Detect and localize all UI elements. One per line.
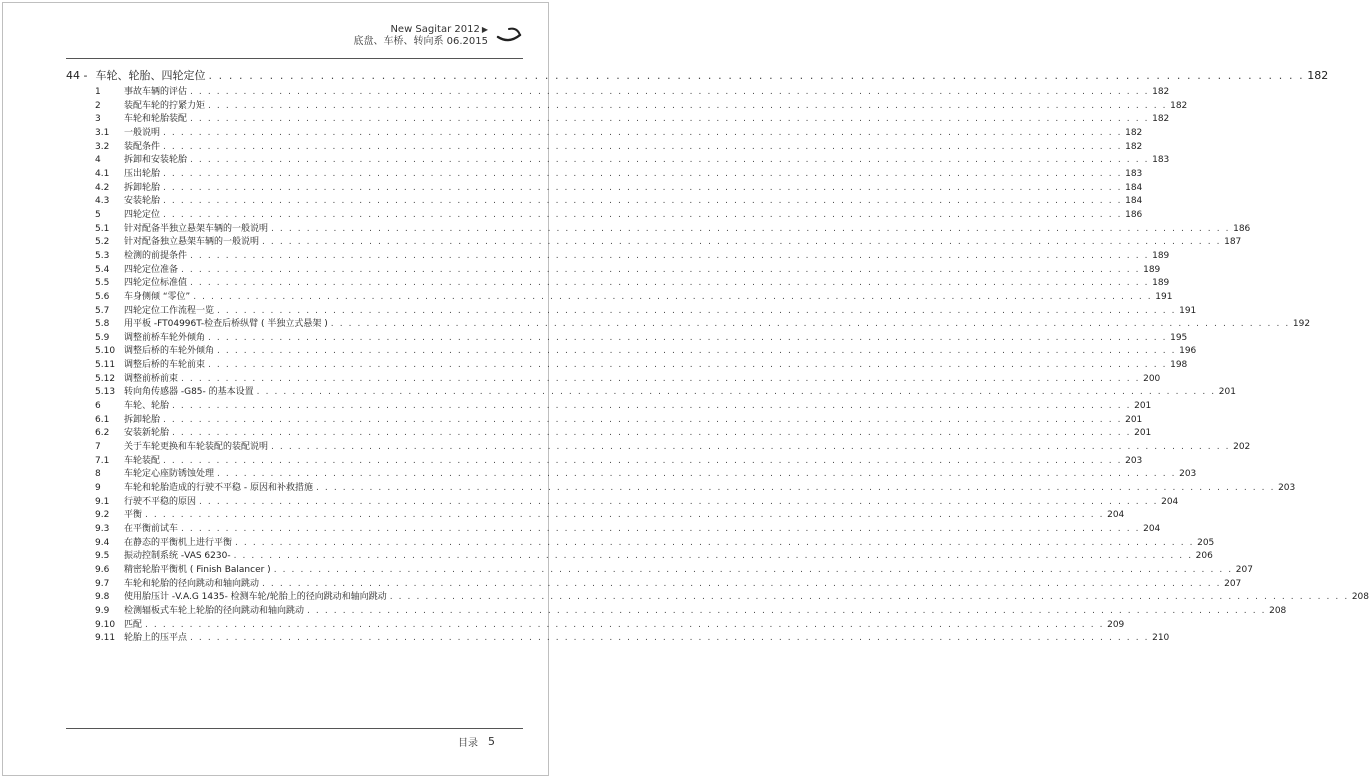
toc-entry-title: 四轮定位标准值 <box>124 278 188 289</box>
dot-leader <box>181 373 1140 387</box>
toc-entry-page: 189 <box>1143 264 1161 275</box>
toc-entry-page: 200 <box>1143 373 1161 384</box>
toc-entry-number: 3.2 <box>95 141 110 152</box>
header-divider <box>66 58 523 59</box>
toc-entry-page: 189 <box>1152 278 1170 289</box>
toc-entry-title: 一般说明 <box>124 127 161 138</box>
toc-entry-number: 3.1 <box>95 127 110 138</box>
toc-entry-number: 8 <box>95 469 101 480</box>
toc-entry-number: 5.11 <box>95 360 116 371</box>
toc-entry-page: 198 <box>1170 360 1188 371</box>
page-border-bottom <box>2 775 549 776</box>
toc-chapter-row[interactable] <box>66 68 1329 84</box>
toc-entry-title: 转向角传感器 -G85- 的基本设置 <box>124 387 254 398</box>
toc-entry-title: 振动控制系统 -VAS 6230- <box>124 551 231 562</box>
toc-entry-title: 四轮定位 <box>124 209 161 220</box>
dot-leader <box>172 400 1131 414</box>
toc-entry-number: 4.2 <box>95 182 110 193</box>
toc-entry-page: 204 <box>1143 524 1161 534</box>
toc-entry-page: 195 <box>1170 332 1188 343</box>
toc-entry-title: 拆卸轮胎 <box>124 182 161 193</box>
toc-entry-row[interactable] <box>66 496 1179 510</box>
toc-entry-number: 5.5 <box>95 278 110 289</box>
toc-entry-number: 4.3 <box>95 196 110 207</box>
header-model-line <box>353 24 488 36</box>
toc-entry-number: 9.9 <box>95 605 110 616</box>
dot-leader <box>316 482 1275 496</box>
dot-leader <box>331 318 1290 332</box>
dot-leader <box>217 468 1176 482</box>
toc-entry-page: 201 <box>1125 414 1143 425</box>
toc-entry-row[interactable] <box>66 345 1197 359</box>
page-border-left <box>2 2 3 776</box>
toc-entry-row[interactable] <box>66 141 1143 155</box>
toc-entry-title: 装配车轮的拧紧力矩 <box>124 100 206 111</box>
toc-entry-page: 207 <box>1235 564 1253 575</box>
toc-entry-number: 6.2 <box>95 428 110 439</box>
toc-entry-number: 9.2 <box>95 510 110 521</box>
toc-entry-row[interactable] <box>66 373 1161 387</box>
toc-entry-title: 车身侧倾 “零位” <box>124 291 191 302</box>
toc-entry-row[interactable] <box>66 619 1125 633</box>
toc-entry-page: 184 <box>1125 196 1143 207</box>
toc-entry-number: 9.4 <box>95 537 110 548</box>
dot-leader <box>217 345 1176 359</box>
chapter-page: 182 <box>1307 69 1329 82</box>
toc-entry-number: 9.5 <box>95 551 110 562</box>
toc-entry-number: 5.1 <box>95 223 110 234</box>
toc-entry-number: 4 <box>95 155 101 166</box>
chapter-title: 车轮、轮胎、四轮定位 <box>95 69 206 82</box>
toc-entry-row[interactable] <box>66 277 1170 291</box>
toc-entry-row[interactable] <box>66 468 1197 482</box>
toc-entry-page: 186 <box>1233 223 1251 234</box>
toc-entry-page: 208 <box>1269 605 1287 616</box>
toc-entry-row[interactable] <box>66 127 1143 141</box>
toc-entry-row[interactable] <box>66 209 1143 223</box>
toc-entry-row[interactable] <box>66 250 1170 264</box>
toc-entry-row[interactable] <box>66 318 1311 332</box>
toc-entry-page: 207 <box>1224 578 1242 589</box>
toc-entry-row[interactable] <box>66 400 1152 414</box>
toc-entry-number: 5.12 <box>95 373 116 384</box>
toc-entry-row[interactable] <box>66 578 1242 592</box>
toc-entry-number: 2 <box>95 100 101 111</box>
toc-entry-number: 6.1 <box>95 414 110 425</box>
toc-entry-title: 车轮定心座防锈蚀处理 <box>124 469 215 480</box>
toc-entry-title: 调整后桥的车轮外倾角 <box>124 346 215 357</box>
toc-entry-page: 203 <box>1125 455 1143 466</box>
toc-entry-number: 3 <box>95 114 101 125</box>
toc-entry-row[interactable] <box>66 441 1251 455</box>
toc-entry-title: 装配条件 <box>124 141 161 152</box>
toc-entry-title: 使用胎压计 -V.A.G 1435- 检测车轮/轮胎上的径向跳动和轴向跳动 <box>124 592 387 603</box>
dot-leader <box>262 578 1221 592</box>
toc-entry-title: 事故车辆的评估 <box>124 87 188 97</box>
toc-entry-number: 4.1 <box>95 168 110 179</box>
toc-entry-number: 7.1 <box>95 455 110 466</box>
dot-leader <box>208 100 1167 114</box>
toc-entry-number: 9.3 <box>95 524 110 534</box>
toc-entry-page: 208 <box>1351 592 1369 603</box>
toc-entry-page: 205 <box>1197 537 1215 548</box>
toc-entry-row[interactable] <box>66 359 1188 373</box>
toc-entry-page: 203 <box>1278 483 1296 494</box>
toc-entry-page: 183 <box>1152 155 1170 166</box>
toc-entry-row[interactable] <box>66 414 1143 428</box>
toc-entry-page: 192 <box>1292 319 1311 330</box>
toc-entry-page: 187 <box>1224 237 1242 248</box>
toc-entry-title: 四轮定位工作流程一览 <box>124 305 215 316</box>
toc-entry-row[interactable] <box>66 632 1170 646</box>
dot-leader <box>163 127 1122 141</box>
footer-page-number: 5 <box>488 735 495 748</box>
toc-entry-page: 204 <box>1161 496 1179 507</box>
dot-leader <box>271 441 1230 455</box>
dot-leader <box>190 113 1149 127</box>
toc-entry-page: 202 <box>1233 442 1251 453</box>
dot-leader <box>145 619 1104 633</box>
table-of-contents <box>66 68 1369 646</box>
dot-leader <box>181 264 1140 278</box>
toc-entry-page: 191 <box>1155 291 1173 302</box>
dot-leader <box>163 182 1122 196</box>
dot-leader <box>172 427 1131 441</box>
dot-leader <box>208 359 1167 373</box>
toc-entry-page: 182 <box>1170 100 1188 111</box>
page-header <box>353 24 488 48</box>
dot-leader <box>193 291 1152 305</box>
toc-entry-title: 针对配备半独立悬架车辆的一般说明 <box>124 223 269 234</box>
toc-entry-title: 安装新轮胎 <box>124 428 170 439</box>
toc-entry-number: 1 <box>95 87 101 97</box>
toc-entry-title: 车轮装配 <box>124 455 161 466</box>
toc-entry-title: 车轮和轮胎的径向跳动和轴向跳动 <box>124 578 260 589</box>
toc-entry-row[interactable] <box>66 168 1143 182</box>
toc-entry-row[interactable] <box>66 509 1125 523</box>
toc-entry-number: 6 <box>95 401 101 412</box>
toc-entry-number: 5.13 <box>95 387 116 398</box>
dot-leader <box>163 455 1122 469</box>
toc-entry-number: 5.9 <box>95 332 110 343</box>
toc-entry-title: 压出轮胎 <box>124 168 161 179</box>
toc-entry-page: 189 <box>1152 250 1170 261</box>
toc-entry-number: 5.7 <box>95 305 110 316</box>
footer-label: 目录 <box>458 738 478 749</box>
chapter-number: 44 - <box>66 69 88 82</box>
dot-leader <box>190 250 1149 264</box>
toc-entry-title: 车轮、轮胎 <box>124 401 170 412</box>
toc-entry-page: 184 <box>1125 182 1143 193</box>
header-model: New Sagitar <box>390 24 452 35</box>
dot-leader <box>208 332 1167 346</box>
toc-entry-page: 196 <box>1179 346 1197 357</box>
toc-entry-title: 关于车轮更换和车轮装配的装配说明 <box>124 442 269 453</box>
toc-entry-number: 9.7 <box>95 578 110 589</box>
header-year: 2012 <box>454 24 480 35</box>
toc-entry-number: 5.8 <box>95 319 110 330</box>
toc-entry-row[interactable] <box>66 332 1188 346</box>
dot-leader <box>163 414 1122 428</box>
dot-leader <box>181 523 1140 537</box>
toc-entry-title: 四轮定位准备 <box>124 264 179 275</box>
dot-leader <box>217 305 1176 319</box>
dot-leader <box>190 277 1149 291</box>
toc-entry-row[interactable] <box>66 195 1143 209</box>
toc-entry-row[interactable] <box>66 386 1236 400</box>
toc-entry-title: 拆卸和安装轮胎 <box>124 155 188 166</box>
toc-entry-page: 201 <box>1134 428 1152 439</box>
toc-entry-row[interactable] <box>66 427 1152 441</box>
toc-entry-row[interactable] <box>66 537 1215 551</box>
toc-entry-page: 206 <box>1195 551 1213 562</box>
toc-entry-title: 平衡 <box>124 510 143 521</box>
toc-entry-row[interactable] <box>66 564 1253 578</box>
toc-entry-title: 拆卸轮胎 <box>124 414 161 425</box>
toc-entry-row[interactable] <box>66 291 1173 305</box>
dot-leader <box>390 591 1349 605</box>
toc-entry-title: 匹配 <box>124 619 143 630</box>
toc-entry-row[interactable] <box>66 182 1143 196</box>
toc-entry-page: 191 <box>1179 305 1197 316</box>
toc-entry-number: 9.8 <box>95 592 110 603</box>
dot-leader <box>262 236 1221 250</box>
toc-entry-number: 5 <box>95 209 101 220</box>
toc-entry-row[interactable] <box>66 236 1242 250</box>
toc-entries <box>66 86 1369 646</box>
toc-entry-number: 5.4 <box>95 264 110 275</box>
toc-entry-title: 车轮和轮胎装配 <box>124 114 188 125</box>
toc-entry-page: 182 <box>1152 114 1170 125</box>
toc-entry-title: 调整后桥的车轮前束 <box>124 360 206 371</box>
toc-entry-row[interactable] <box>66 482 1296 496</box>
toc-entry-title: 检测的前提条件 <box>124 250 188 261</box>
toc-entry-number: 9.1 <box>95 496 110 507</box>
toc-entry-page: 182 <box>1125 127 1143 138</box>
toc-entry-page: 203 <box>1179 469 1197 480</box>
header-subtitle: 底盘、车桥、转向系 06.2015 <box>353 36 488 47</box>
toc-entry-title: 行驶不平稳的原因 <box>124 496 197 507</box>
dot-leader <box>199 496 1158 510</box>
dot-leader <box>163 195 1122 209</box>
toc-entry-title: 用平板 -FT04996T-检查后桥纵臂 ( 半独立式悬架 ) <box>124 319 328 330</box>
toc-entry-number: 5.2 <box>95 237 110 248</box>
toc-entry-number: 7 <box>95 442 101 453</box>
dot-leader <box>163 209 1122 223</box>
toc-entry-row[interactable] <box>66 86 1170 100</box>
toc-entry-page: 210 <box>1152 633 1170 644</box>
dot-leader <box>307 605 1266 619</box>
toc-entry-title: 调整前桥车轮外倾角 <box>124 332 206 343</box>
toc-entry-number: 5.6 <box>95 291 110 302</box>
toc-entry-title: 安装轮胎 <box>124 196 161 207</box>
toc-entry-row[interactable] <box>66 154 1170 168</box>
dot-leader <box>234 550 1193 564</box>
dot-leader <box>190 632 1149 646</box>
toc-entry-number: 9.11 <box>95 633 116 644</box>
toc-entry-row[interactable] <box>66 550 1213 564</box>
toc-entry-title: 在平衡前试车 <box>124 524 179 534</box>
toc-entry-number: 5.10 <box>95 346 116 357</box>
dot-leader <box>163 168 1122 182</box>
dot-leader <box>271 223 1230 237</box>
toc-entry-number: 5.3 <box>95 250 110 261</box>
toc-entry-title: 针对配备独立悬架车辆的一般说明 <box>124 237 260 248</box>
footer-divider <box>66 728 523 729</box>
toc-entry-page: 209 <box>1107 619 1125 630</box>
toc-entry-row[interactable] <box>66 100 1188 114</box>
dot-leader <box>274 564 1233 578</box>
toc-entry-row[interactable] <box>66 305 1197 319</box>
toc-entry-title: 调整前桥前束 <box>124 373 179 384</box>
dot-leader <box>163 141 1122 155</box>
toc-entry-number: 9.10 <box>95 619 116 630</box>
toc-entry-title: 轮胎上的压平点 <box>124 633 188 644</box>
dot-leader <box>190 86 1149 100</box>
toc-entry-row[interactable] <box>66 223 1251 237</box>
toc-entry-row[interactable] <box>66 605 1287 619</box>
dot-leader <box>208 68 1304 84</box>
toc-entry-title: 精密轮胎平衡机 ( Finish Balancer ) <box>124 564 271 575</box>
dot-leader <box>190 154 1149 168</box>
dot-leader <box>235 537 1194 551</box>
page-border-top <box>2 2 549 3</box>
toc-entry-number: 9.6 <box>95 564 110 575</box>
toc-entry-page: 183 <box>1125 168 1143 179</box>
toc-entry-title: 检测辐板式车轮上轮胎的径向跳动和轴向跳动 <box>124 605 305 616</box>
dot-leader <box>145 509 1104 523</box>
toc-entry-page: 182 <box>1152 87 1170 97</box>
toc-entry-title: 在静态的平衡机上进行平衡 <box>124 537 233 548</box>
dot-leader <box>257 386 1216 400</box>
toc-entry-title: 车轮和轮胎造成的行驶不平稳 - 原因和补救措施 <box>124 483 313 494</box>
header-arrow-icon: ▶ <box>481 25 488 34</box>
toc-entry-page: 204 <box>1107 510 1125 521</box>
toc-entry-row[interactable] <box>66 264 1161 278</box>
toc-entry-page: 186 <box>1125 209 1143 220</box>
toc-entry-row[interactable] <box>66 113 1170 127</box>
toc-entry-page: 201 <box>1134 401 1152 412</box>
toc-entry-row[interactable] <box>66 455 1143 469</box>
logo-icon <box>495 24 523 44</box>
toc-entry-row[interactable] <box>66 523 1161 537</box>
toc-entry-number: 9 <box>95 483 101 494</box>
toc-entry-row[interactable] <box>66 591 1369 605</box>
toc-entry-page: 201 <box>1218 387 1236 398</box>
toc-entry-page: 182 <box>1125 141 1143 152</box>
